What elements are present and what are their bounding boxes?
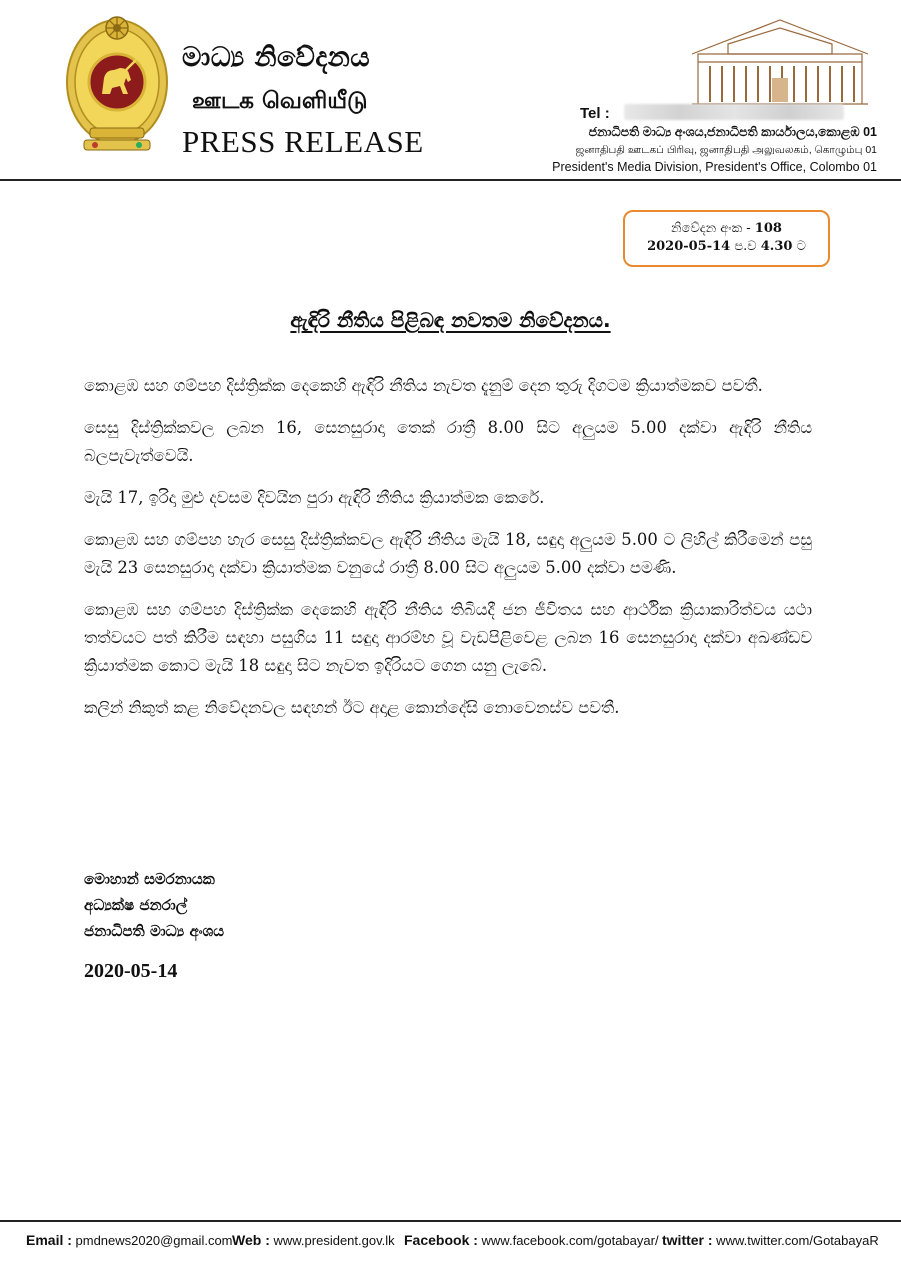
footer-facebook: [404, 1232, 659, 1248]
release-reference-box: [623, 210, 830, 267]
signatory-name: මොහාන් සමරනායක: [84, 870, 215, 888]
footer-twitter: [662, 1232, 879, 1248]
presidential-secretariat-building-icon: [688, 14, 872, 106]
footer-email: [26, 1232, 233, 1248]
web-label: Web :: [232, 1232, 270, 1248]
release-date: 2020-05-14: [647, 239, 731, 254]
paragraph-1: කොළඹ සහ ගම්පහ දිස්ත්‍රික්ක දෙකෙහි ඇඳිරි නීතිය නැවත දැනුම් දෙන තුරු දිගටම ක්‍රියාත්මකව පවතී.: [84, 376, 763, 395]
paragraph-3: මැයි 17, ඉරිදා මුළු දවසම දිවයින පුරා ඇඳිරි නීතිය ක්‍රියාත්මක කෙරේ.: [84, 488, 545, 507]
twitter-label: twitter :: [662, 1232, 713, 1248]
release-number-line: [625, 220, 828, 238]
release-datetime-line: [625, 238, 828, 256]
release-time-suffix: ට: [792, 239, 806, 254]
sri-lanka-emblem-icon: [62, 8, 172, 158]
paragraph-4: කොළඹ සහ ගම්පහ හැර සෙසු දිස්ත්‍රික්කවල ඇඳිරි නීතිය මැයි 18, සඳුදා අලුයම 5.00 ට ලිහිල් කිරීමෙන් පසු මැයි 23 සෙනසුරාදා දක්වා ක්‍රියාත්මක වනුයේ රාත්‍රී 8.00 සිට අලුයම 5.00 දක්වා පමණි.: [84, 530, 812, 577]
paragraph-5: කොළඹ සහ ගම්පහ දිස්ත්‍රික්ක දෙකෙහි ඇඳිරි නීතිය තිබියදී ජන ජීවිතය සහ ආර්ථික ක්‍රියාකාරිත්වය යථා තත්වයට පත් කිරීම සඳහා පසුගිය 11 සඳුදා ආරම්භ වූ වැඩපිළිවෙළ ලබන 16 සෙනසුරාදා දක්වා අඛණ්ඩව ක්‍රියාත්මක කොට මැයි 18 සඳුදා සිට නැවත ඉදිරියට ගෙන යනු ලැබේ.: [84, 600, 812, 675]
email-link[interactable]: pmdnews2020@gmail.com: [71, 1233, 233, 1248]
email-label: Email :: [26, 1232, 72, 1248]
release-number-label: නිවේදන අංක -: [671, 221, 755, 236]
release-number: 108: [754, 221, 782, 236]
signature-date: 2020-05-14: [84, 960, 178, 982]
title-english: PRESS RELEASE: [182, 124, 424, 159]
tel-number-redacted: [624, 104, 844, 120]
title-sinhala: මාධ්‍ය නිවේදනය: [182, 42, 371, 73]
signature-block: [84, 866, 224, 944]
release-body: [84, 372, 812, 736]
signatory-title: අධ්‍යක්ෂ ජනරාල්: [84, 896, 188, 914]
release-time-prefix: ප.ව: [730, 239, 761, 254]
facebook-link[interactable]: www.facebook.com/gotabayar/: [477, 1233, 659, 1248]
tel-label: Tel :: [580, 105, 610, 122]
signatory-division: ජනාධිපති මාධ්‍ය අංශය: [84, 922, 225, 940]
footer-web: [232, 1232, 395, 1248]
paragraph-6: කලින් නිකුත් කළ නිවේදනවල සඳහන් ඊට අදාළ කොන්දේසි නොවෙනස්ව පවතී.: [84, 698, 620, 717]
office-address-tamil: ஜனாதிபதி ஊடகப் பிரிவு, ஜனாதிபதி அலுவலகம், கொழும்பு 01: [575, 144, 877, 156]
office-address-english: President's Media Division, President's Office, Colombo 01: [552, 160, 877, 174]
header-divider: [0, 179, 901, 181]
twitter-link[interactable]: www.twitter.com/GotabayaR: [712, 1233, 879, 1248]
paragraph-2: සෙසු දිස්ත්‍රික්කවල ලබන 16, සෙනසුරාදා තෙක් රාත්‍රී 8.00 සිට අලුයම 5.00 දක්වා ඇඳිරි නීතිය බලපැවැත්වෙයි.: [84, 418, 812, 465]
release-time: 4.30: [760, 239, 793, 254]
web-link[interactable]: www.president.gov.lk: [269, 1233, 395, 1248]
office-address-sinhala: ජනාධිපති මාධ්‍ය අංශය,ජනාධිපති කාර්යාලය,කොළඹ 01: [588, 125, 877, 139]
title-tamil: ஊடக வெளியீடு: [192, 88, 368, 114]
footer-divider: [0, 1220, 901, 1222]
release-heading: ඇඳිරි නීතිය පිළිබඳ නවතම නිවේදනය.: [290, 308, 611, 332]
facebook-label: Facebook :: [404, 1232, 478, 1248]
